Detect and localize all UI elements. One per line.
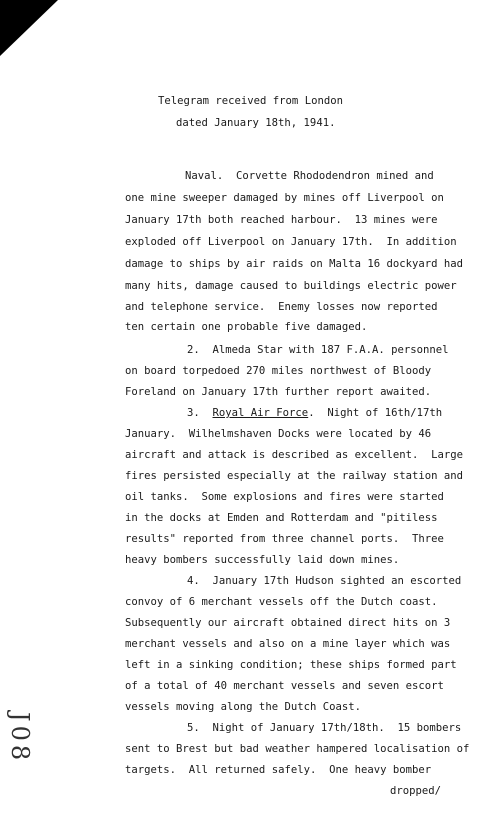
p1-line-2: one mine sweeper damaged by mines off Liverpool on: [125, 192, 444, 204]
catchword: dropped/: [390, 785, 442, 797]
p4-line-6: of a total of 40 merchant vessels and seven escort: [125, 680, 444, 692]
p3-line-3: aircraft and attack is described as excellent. Large: [125, 449, 464, 461]
p4-line-4: merchant vessels and also on a mine layer which was: [125, 638, 451, 650]
p1-line-8: ten certain one probable five damaged.: [125, 321, 368, 333]
p3-line-5: oil tanks. Some explosions and fires were started: [125, 491, 444, 503]
p4-line-1: 4. January 17th Hudson sighted an escorted: [187, 575, 462, 587]
p2-line-1: 2. Almeda Star with 187 F.A.A. personnel: [187, 344, 449, 356]
p2-line-2: on board torpedoed 270 miles northwest of Bloody: [125, 365, 432, 377]
p1-line-3: January 17th both reached harbour. 13 mines were: [125, 214, 438, 226]
p5-line-3: targets. All returned safely. One heavy bomber: [125, 764, 432, 776]
p3-line-1: [187, 406, 442, 420]
p1-line-4: exploded off Liverpool on January 17th. In addition: [125, 236, 457, 248]
p3-heading-tail: . Night of 16th/17th: [308, 407, 443, 419]
p3-number: 3.: [187, 407, 213, 419]
p4-line-2: convoy of 6 merchant vessels off the Dutch coast.: [125, 596, 438, 608]
p3-line-2: January. Wilhelmshaven Docks were located by 46: [125, 428, 432, 440]
p3-line-4: fires persisted especially at the railway station and: [125, 470, 464, 482]
p1-line-1: Naval. Corvette Rhododendron mined and: [185, 170, 434, 182]
p4-line-3: Subsequently our aircraft obtained direct hits on 3: [125, 617, 451, 629]
p4-line-5: left in a sinking condition; these ships formed part: [125, 659, 457, 671]
p3-line-7: results" reported from three channel ports. Three: [125, 533, 444, 545]
p2-line-3: Foreland on January 17th further report awaited.: [125, 386, 432, 398]
p3-line-8: heavy bombers successfully laid down mines.: [125, 554, 400, 566]
p1-line-6: many hits, damage caused to buildings electric power: [125, 280, 457, 292]
header-line-2: dated January 18th, 1941.: [176, 117, 336, 129]
p5-line-2: sent to Brest but bad weather hampered localisation of: [125, 743, 470, 755]
p1-line-7: and telephone service. Enemy losses now reported: [125, 301, 438, 313]
handwritten-margin-note: J08: [6, 712, 34, 765]
p3-heading: Royal Air Force: [212, 407, 309, 419]
p1-line-5: damage to ships by air raids on Malta 16 dockyard had: [125, 258, 464, 270]
page-corner-mark: [0, 0, 58, 56]
header-line-1: Telegram received from London: [158, 95, 343, 107]
p5-line-1: 5. Night of January 17th/18th. 15 bombers: [187, 722, 462, 734]
p3-line-6: in the docks at Emden and Rotterdam and "pitiless: [125, 512, 438, 524]
p4-line-7: vessels moving along the Dutch Coast.: [125, 701, 361, 713]
